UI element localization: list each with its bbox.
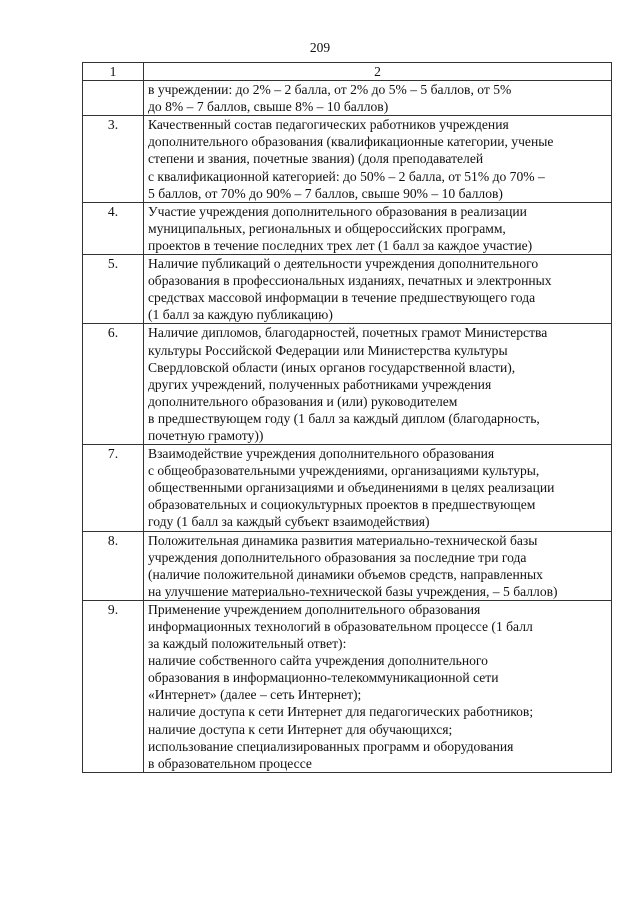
criterion-line: «Интернет» (далее – сеть Интернет); <box>148 687 362 703</box>
criterion-text <box>144 255 612 324</box>
criterion-line: в образовательном процессе <box>148 755 312 771</box>
criterion-line: проектов в течение последних трех лет (1 балл за каждое участие) <box>148 237 533 253</box>
criterion-line: дополнительного образования и (или) руководителем <box>148 393 458 409</box>
row-number: 5. <box>83 255 144 324</box>
criterion-line: Наличие дипломов, благодарностей, почетных грамот Министерства <box>148 325 548 341</box>
table-row <box>83 445 612 531</box>
criterion-line: образовательных и социокультурных проектов в предшествующем <box>148 497 536 513</box>
criterion-line: других учреждений, полученных работниками учреждения <box>148 376 492 392</box>
criterion-text <box>144 531 612 600</box>
criterion-line: образования в профессиональных изданиях, печатных и электронных <box>148 273 552 289</box>
criterion-line: Участие учреждения дополнительного образования в реализации <box>148 203 527 219</box>
criterion-line: 5 баллов, от 70% до 90% – 7 баллов, свыше 90% – 10 баллов) <box>148 185 503 201</box>
row-number: 3. <box>83 116 144 202</box>
criterion-line: Свердловской области (иных органов государственной власти), <box>148 359 516 375</box>
criterion-line: дополнительного образования (квалификационные категории, ученые <box>148 134 554 150</box>
criterion-text <box>144 202 612 254</box>
criterion-line: (1 балл за каждую публикацию) <box>148 307 333 323</box>
row-number: 4. <box>83 202 144 254</box>
table-row <box>83 81 612 116</box>
criterion-line: средствах массовой информации в течение предшествующего года <box>148 290 536 306</box>
table-header-row <box>83 63 612 81</box>
header-col-criterion: 2 <box>144 63 612 81</box>
table-row <box>83 531 612 600</box>
criterion-line: информационных технологий в образовательном процессе (1 балл <box>148 619 533 634</box>
table-row <box>83 324 612 445</box>
criterion-line: использование специализированных программ и оборудования <box>148 738 514 754</box>
criterion-line: году (1 балл за каждый субъект взаимодействия) <box>148 514 430 530</box>
criterion-text <box>144 445 612 531</box>
criterion-line: наличие доступа к сети Интернет для педагогических работников; <box>148 704 534 720</box>
row-number: 8. <box>83 531 144 600</box>
table-row <box>83 116 612 202</box>
criterion-line: степени и звания, почетные звания) (доля преподавателей <box>148 151 484 167</box>
criterion-line: Наличие публикаций о деятельности учреждения дополнительного <box>148 256 539 272</box>
table-row <box>83 255 612 324</box>
criterion-line: общественными организациями и объединениями в целях реализации <box>148 480 555 496</box>
criterion-text <box>144 324 612 445</box>
row-number <box>83 81 144 116</box>
criterion-line: с квалификационной категорией: до 50% – 2 балла, от 51% до 70% – <box>148 168 545 184</box>
criterion-line: за каждый положительный ответ): <box>148 636 347 652</box>
criterion-text <box>144 600 612 772</box>
row-number: 6. <box>83 324 144 445</box>
criterion-line: Качественный состав педагогических работников учреждения <box>148 117 509 133</box>
criterion-line: на улучшение материально-технической базы учреждения, – 5 баллов) <box>148 583 558 599</box>
criterion-text <box>144 116 612 202</box>
header-col-number: 1 <box>83 63 144 81</box>
criterion-line: почетную грамоту)) <box>148 427 264 443</box>
page-number: 209 <box>309 40 331 55</box>
criterion-text <box>144 81 612 116</box>
criterion-line: Применение учреждением дополнительного образования <box>148 601 481 617</box>
criterion-line: муниципальных, региональных и общероссийских программ, <box>148 220 506 236</box>
table-row <box>83 202 612 254</box>
table-row <box>83 600 612 772</box>
criteria-table <box>82 62 612 773</box>
row-number: 9. <box>83 600 144 772</box>
row-number: 7. <box>83 445 144 531</box>
criterion-line: в предшествующем году (1 балл за каждый диплом (благодарность, <box>148 410 540 426</box>
criterion-line: в учреждении: до 2% – 2 балла, от 2% до 5% – 5 баллов, от 5% <box>148 82 512 98</box>
criterion-line: культуры Российской Федерации или Министерства культуры <box>148 342 508 358</box>
criterion-line: наличие доступа к сети Интернет для обучающихся; <box>148 721 453 737</box>
criterion-line: до 8% – 7 баллов, свыше 8% – 10 баллов) <box>148 99 389 115</box>
criterion-line: наличие собственного сайта учреждения дополнительного <box>148 653 488 669</box>
criterion-line: учреждения дополнительного образования за последние три года <box>148 549 527 565</box>
criterion-line: Положительная динамика развития материально-технической базы <box>148 532 538 548</box>
criterion-line: (наличие положительной динамики объемов средств, направленных <box>148 566 543 582</box>
criterion-line: образования в информационно-телекоммуникационной сети <box>148 670 499 686</box>
criterion-line: Взаимодействие учреждения дополнительного образования <box>148 446 495 462</box>
criterion-line: с общеобразовательными учреждениями, организациями культуры, <box>148 463 540 479</box>
